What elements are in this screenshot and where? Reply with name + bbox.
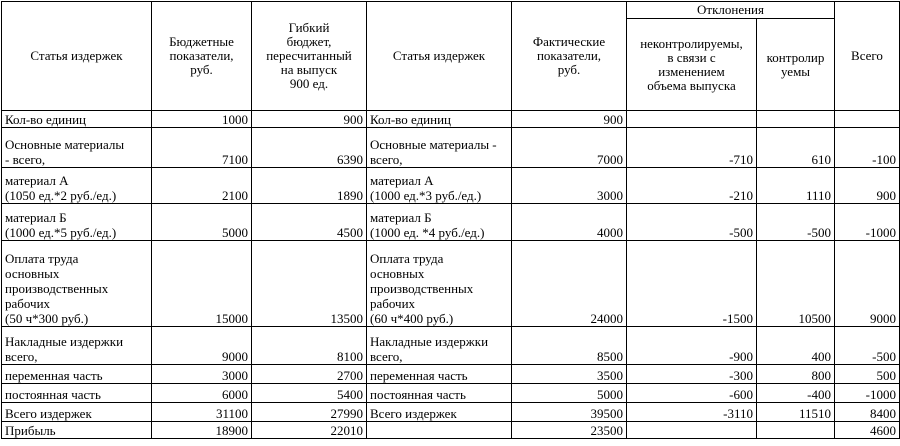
cell-actual: 3000: [512, 168, 627, 204]
cell-item-right: материал Б (1000 ед. *4 руб./ед.): [367, 204, 512, 241]
cell-actual: 5000: [512, 384, 627, 403]
cell-uncontrolled: [627, 111, 757, 128]
cell-budget: 7100: [152, 128, 252, 168]
table-row: [2, 327, 900, 365]
cell-uncontrolled: -710: [627, 128, 757, 168]
cell-actual: 3500: [512, 365, 627, 384]
cell-controlled: 10500: [757, 241, 835, 327]
budget-deviation-table: [1, 1, 900, 439]
cell-controlled: 610: [757, 128, 835, 168]
cell-item-left: материал А (1050 ед.*2 руб./ед.): [2, 168, 152, 204]
cell-controlled: 11510: [757, 403, 835, 422]
cell-item-right: Кол-во единиц: [367, 111, 512, 128]
cell-item-left: Основные материалы - всего,: [2, 128, 152, 168]
cell-budget: 6000: [152, 384, 252, 403]
cell-budget: 5000: [152, 204, 252, 241]
cell-budget: 15000: [152, 241, 252, 327]
table-row: [2, 128, 900, 168]
cell-actual: 39500: [512, 403, 627, 422]
header-deviations: Отклонения: [627, 2, 835, 19]
cell-flex: 2700: [252, 365, 367, 384]
cell-item-left: материал Б (1000 ед.*5 руб./ед.): [2, 204, 152, 241]
cell-flex: 22010: [252, 422, 367, 439]
cell-flex: 13500: [252, 241, 367, 327]
cell-item-left: Оплата труда основных производственных рабочих (50 ч*300 руб.): [2, 241, 152, 327]
cell-budget: 9000: [152, 327, 252, 365]
cell-flex: 1890: [252, 168, 367, 204]
header-uncontrolled: неконтролируемы, в связи с изменением объема выпуска: [627, 19, 757, 111]
cell-flex: 5400: [252, 384, 367, 403]
cell-item-left: Кол-во единиц: [2, 111, 152, 128]
header-flex-budget: Гибкий бюджет, пересчитанный на выпуск 900 ед.: [252, 2, 367, 111]
cell-total: 8400: [835, 403, 900, 422]
cell-total: 500: [835, 365, 900, 384]
table-row: [2, 241, 900, 327]
cell-total: -1000: [835, 384, 900, 403]
cell-controlled: 1110: [757, 168, 835, 204]
cell-flex: 900: [252, 111, 367, 128]
header-controlled: контролир уемы: [757, 19, 835, 111]
table-row: [2, 204, 900, 241]
header-budget: Бюджетные показатели, руб.: [152, 2, 252, 111]
table-row: [2, 384, 900, 403]
cell-budget: 3000: [152, 365, 252, 384]
header-total: Всего: [835, 2, 900, 111]
cell-item-right: Накладные издержки всего,: [367, 327, 512, 365]
cell-controlled: -500: [757, 204, 835, 241]
cell-item-right: переменная часть: [367, 365, 512, 384]
cell-item-right: Всего издержек: [367, 403, 512, 422]
cell-item-right: Основные материалы - всего,: [367, 128, 512, 168]
cell-item-left: постоянная часть: [2, 384, 152, 403]
cell-item-left: Прибыль: [2, 422, 152, 439]
cell-uncontrolled: -500: [627, 204, 757, 241]
cell-controlled: [757, 422, 835, 439]
cell-actual: 4000: [512, 204, 627, 241]
cell-flex: 4500: [252, 204, 367, 241]
cell-total: 4600: [835, 422, 900, 439]
cell-total: -500: [835, 327, 900, 365]
cell-controlled: [757, 111, 835, 128]
header-actual: Фактические показатели, руб.: [512, 2, 627, 111]
cell-item-left: Накладные издержки всего,: [2, 327, 152, 365]
cell-actual: 24000: [512, 241, 627, 327]
cell-total: -100: [835, 128, 900, 168]
cell-total: 900: [835, 168, 900, 204]
cell-item-left: переменная часть: [2, 365, 152, 384]
cell-flex: 6390: [252, 128, 367, 168]
cell-uncontrolled: -300: [627, 365, 757, 384]
cell-item-right: Оплата труда основных производственных рабочих (60 ч*400 руб.): [367, 241, 512, 327]
header-row-1: [2, 2, 900, 19]
header-item-right: Статья издержек: [367, 2, 512, 111]
cell-item-right: [367, 422, 512, 439]
cell-actual: 8500: [512, 327, 627, 365]
cell-controlled: 400: [757, 327, 835, 365]
cell-budget: 2100: [152, 168, 252, 204]
table-row: [2, 168, 900, 204]
table-row: [2, 365, 900, 384]
cell-controlled: 800: [757, 365, 835, 384]
cell-uncontrolled: -600: [627, 384, 757, 403]
cell-flex: 8100: [252, 327, 367, 365]
cell-actual: 7000: [512, 128, 627, 168]
table-row: [2, 403, 900, 422]
cell-controlled: -400: [757, 384, 835, 403]
cell-flex: 27990: [252, 403, 367, 422]
cell-total: -1000: [835, 204, 900, 241]
cell-uncontrolled: -900: [627, 327, 757, 365]
table-row: [2, 422, 900, 439]
header-item-left: Статья издержек: [2, 2, 152, 111]
cell-actual: 23500: [512, 422, 627, 439]
cell-uncontrolled: -210: [627, 168, 757, 204]
table-row: [2, 111, 900, 128]
cell-budget: 31100: [152, 403, 252, 422]
cell-total: 9000: [835, 241, 900, 327]
cell-item-right: материал А (1000 ед.*3 руб./ед.): [367, 168, 512, 204]
cell-actual: 900: [512, 111, 627, 128]
cell-uncontrolled: -3110: [627, 403, 757, 422]
cell-budget: 18900: [152, 422, 252, 439]
cell-total: [835, 111, 900, 128]
cell-uncontrolled: -1500: [627, 241, 757, 327]
cell-uncontrolled: [627, 422, 757, 439]
cell-item-right: постоянная часть: [367, 384, 512, 403]
cell-item-left: Всего издержек: [2, 403, 152, 422]
cell-budget: 1000: [152, 111, 252, 128]
